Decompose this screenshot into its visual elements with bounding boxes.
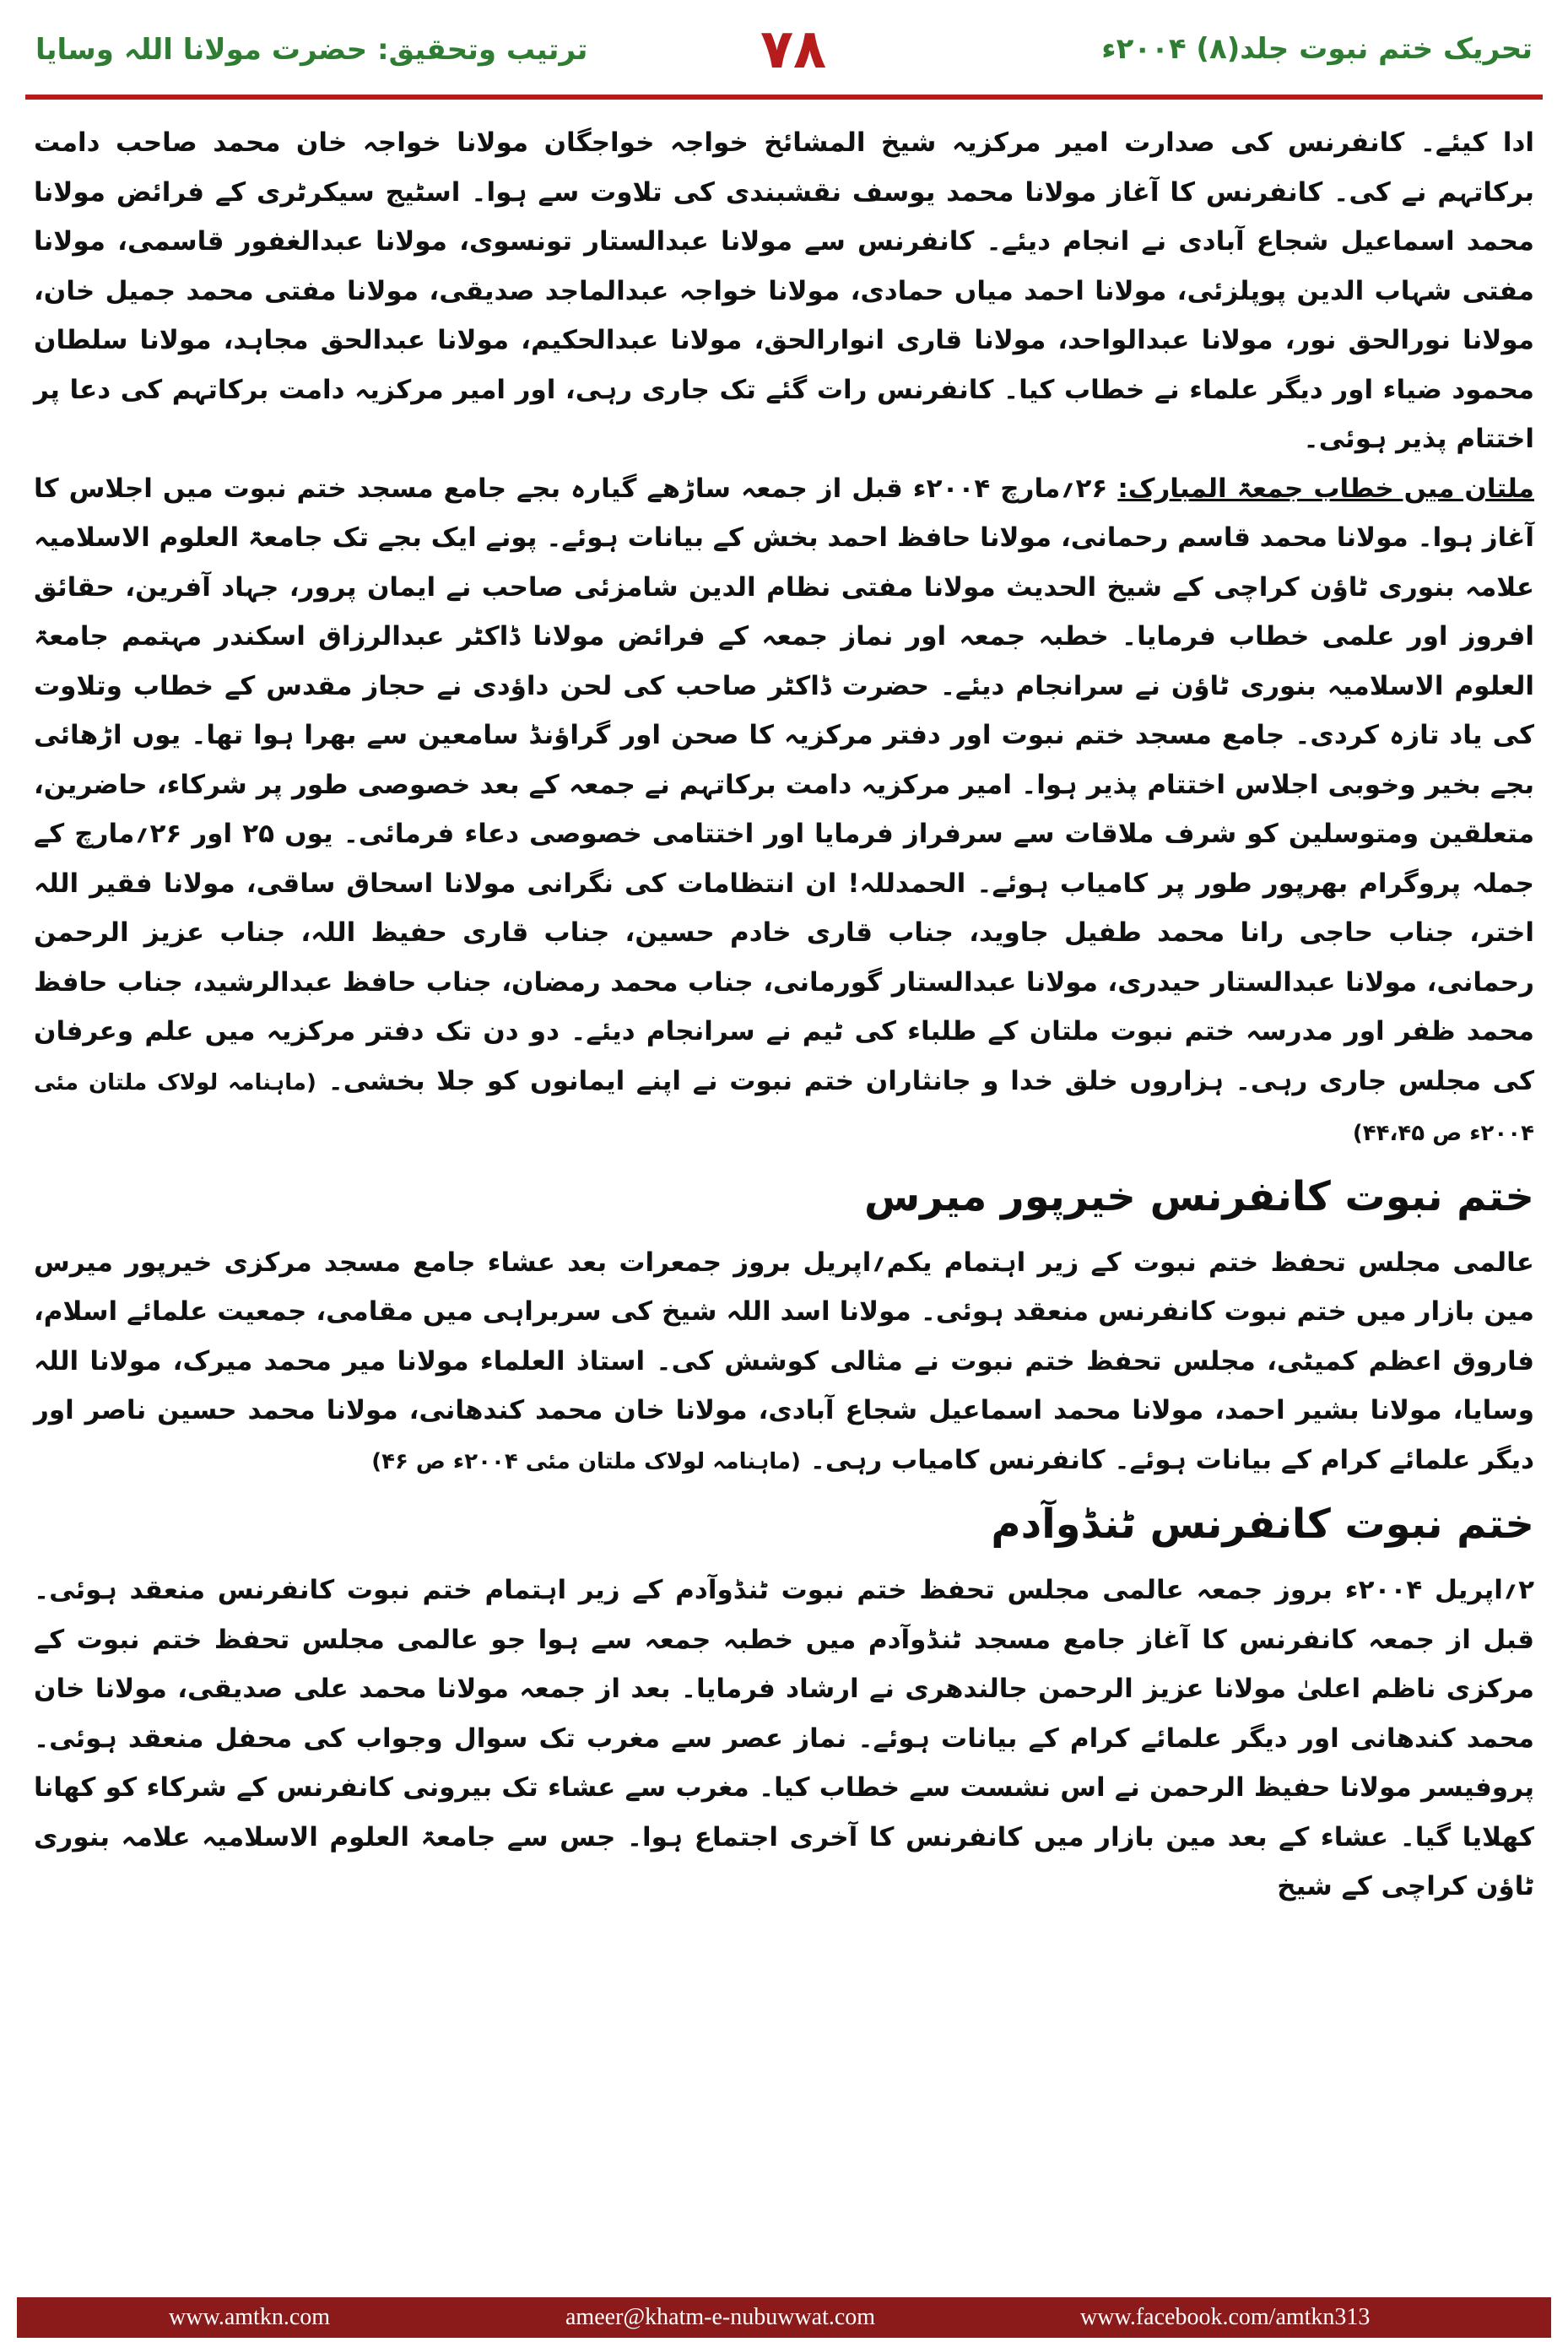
multan-paragraph [34,464,1534,1159]
email-link[interactable]: ameer@khatm-e-nubuwwat.com [565,2304,876,2330]
khairpur-text: عالمی مجلس تحفظ ختم نبوت کے زیر اہتمام یکم؍اپریل بروز جمعرات بعد عشاء جامع مسجد مرکزی خیرپور میرس مین بازار میں ختم نبوت کانفرنس منعقد ہوئی۔ مولانا اسد اللہ شیخ کی سربراہی میں مقامی، جمعیت علمائے اسلام، فاروق اعظم کمیٹی، مجلس تحفظ ختم نبوت نے مثالی کوشش کی۔ استاذ العلماء مولانا میر محمد میرک، مولانا اللہ وسایا، مولانا بشیر احمد، مولانا محمد اسماعیل شجاع آبادی، مولانا خان محمد کندھانی، مولانا محمد حسین ناصر اور دیگر علمائے کرام کے بیانات ہوئے۔ کانفرنس کامیاب رہی۔ [34,1247,1534,1475]
page-footer [17,2297,1551,2338]
tando-heading: ختم نبوت کانفرنس ٹنڈوآدم [991,1501,1534,1548]
book-title: تحریک ختم نبوت جلد(۸) ۲۰۰۴ء [1101,32,1533,66]
multan-text: ۲۶؍مارچ ۲۰۰۴ء قبل از جمعہ ساڑھے گیارہ بجے جامع مسجد ختم نبوت میں اجلاس کا آغاز ہوا۔ مولانا محمد قاسم رحمانی، مولانا حافظ احمد بخش کے بیانات ہوئے۔ پونے ایک بجے تک جامعۃ العلوم الاسلامیہ علامہ بنوری ٹاؤن کراچی کے شیخ الحدیث مولانا مفتی نظام الدین شامزئی صاحب نے ایمان پرور، جہاد آفرین، حقائق افروز اور علمی خطاب فرمایا۔ خطبہ جمعہ اور نماز جمعہ کے فرائض مولانا ڈاکٹر عبدالرزاق اسکندر مہتمم جامعۃ العلوم الاسلامیہ بنوری ٹاؤن نے سرانجام دیئے۔ حضرت ڈاکٹر صاحب کی لحن داؤدی نے حجاز مقدس کے خطاب وتلاوت کی یاد تازہ کردی۔ جامع مسجد ختم نبوت اور دفتر مرکزیہ کا صحن اور گراؤنڈ سامعین سے بھرا ہوا تھا۔ یوں اڑھائی بجے بخیر وخوبی اجلاس اختتام پذیر ہوا۔ امیر مرکزیہ دامت برکاتہم نے جمعہ کے بعد خصوصی طور پر شرکاء، حاضرین، متعلقین ومتوسلین کو شرف ملاقات سے سرفراز فرمایا اور اختتامی خصوصی دعاء فرمائی۔ یوں ۲۵ اور ۲۶؍مارچ کے جملہ پروگرام بھرپور طور پر کامیاب ہوئے۔ الحمدللہ! ان انتظامات کی نگرانی مولانا اسحاق ساقی، مولانا فقیر اللہ اختر، جناب حاجی رانا محمد طفیل جاوید، جناب قاری خادم حسین، جناب قاری حفیظ اللہ، جناب عزیز الرحمن رحمانی، مولانا عبدالستار حیدری، مولانا عبدالستار گورمانی، جناب محمد رمضان، جناب حافظ عبدالرشید، جناب حافظ محمد ظفر اور مدرسہ ختم نبوت ملتان کے طلباء کی ٹیم نے سرانجام دیئے۔ دو دن تک دفتر مرکزیہ میں علم وعرفان کی مجلس جاری رہی۔ ہزاروں خلق خدا و جانثاران ختم نبوت نے اپنے ایمانوں کو جلا بخشی۔ [34,473,1535,1096]
multan-lead: ملتان میں خطاب جمعۃ المبارک: [1117,473,1534,504]
facebook-link[interactable]: www.facebook.com/amtkn313 [1080,2304,1371,2330]
multan-reference: (ماہنامہ لولاک ملتان مئی ۲۰۰۴ء ص ۴۴،۴۵) [34,1069,1534,1146]
page-header [0,0,1568,101]
page-number: ۷۸ [760,19,827,81]
compiler-credit: ترتیب وتحقیق: حضرت مولانا اللہ وسایا [35,33,588,67]
header-divider [25,95,1543,100]
article-body [34,118,1534,1912]
khairpur-paragraph [34,1238,1534,1487]
intro-paragraph: ادا کیئے۔ کانفرنس کی صدارت امیر مرکزیہ شیخ المشائخ خواجہ خواجگان مولانا خواجہ خان محمد صاحب دامت برکاتہم نے کی۔ کانفرنس کا آغاز مولانا محمد یوسف نقشبندی کی تلاوت سے ہوا۔ اسٹیج سیکرٹری کے فرائض مولانا محمد اسماعیل شجاع آبادی نے انجام دیئے۔ کانفرنس سے مولانا عبدالستار تونسوی، مولانا عبدالغفور قاسمی، مولانا مفتی شہاب الدین پوپلزئی، مولانا احمد میاں حمادی، مولانا خواجہ عبدالماجد صدیقی، مولانا مفتی محمد جمیل خان، مولانا نورالحق نور، مولانا عبدالواحد، مولانا قاری انوارالحق، مولانا عبدالحکیم، مولانا عبدالحق مجاہد، مولانا سلطان محمود ضیاء اور دیگر علماء نے خطاب کیا۔ کانفرنس رات گئے تک جاری رہی، اور امیر مرکزیہ دامت برکاتہم کی دعا پر اختتام پذیر ہوئی۔ [34,127,1534,454]
tando-paragraph: ۲؍اپریل ۲۰۰۴ء بروز جمعہ عالمی مجلس تحفظ ختم نبوت ٹنڈوآدم کے زیر اہتمام ختم نبوت کانفرنس منعقد ہوئی۔ قبل از جمعہ کانفرنس کا آغاز جامع مسجد ٹنڈوآدم میں خطبہ جمعہ سے ہوا جو عالمی مجلس تحفظ ختم نبوت کے مرکزی ناظم اعلیٰ مولانا عزیز الرحمن جالندھری نے ارشاد فرمایا۔ بعد از جمعہ مولانا محمد علی صدیقی، مولانا خان محمد کندھانی اور دیگر علمائے کرام کے بیانات ہوئے۔ نماز عصر سے مغرب تک سوال وجواب کی محفل منعقد ہوئی۔ پروفیسر مولانا حفیظ الرحمن نے اس نشست سے خطاب کیا۔ مغرب سے عشاء تک بیرونی کانفرنس کے شرکاء کو کھانا کھلایا گیا۔ عشاء کے بعد مین بازار میں کانفرنس کا آخری اجتماع ہوا۔ جس سے جامعۃ العلوم الاسلامیہ علامہ بنوری ٹاؤن کراچی کے شیخ [34,1575,1534,1901]
khairpur-reference: (ماہنامہ لولاک ملتان مئی ۲۰۰۴ء ص ۴۶) [371,1448,801,1474]
khairpur-heading: ختم نبوت کانفرنس خیرپور میرس [863,1172,1534,1220]
website-link[interactable]: www.amtkn.com [169,2304,331,2330]
